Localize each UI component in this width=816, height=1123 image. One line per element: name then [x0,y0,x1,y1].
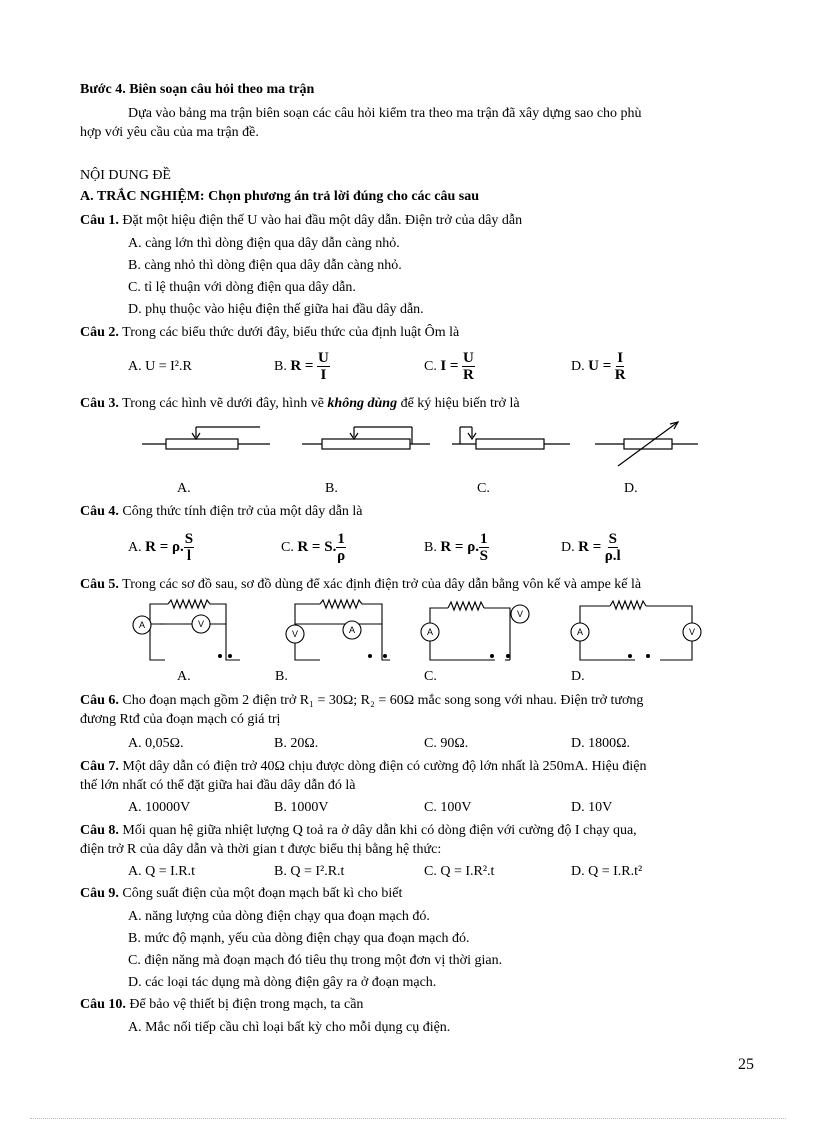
q3-option-c[interactable]: C. [477,481,490,496]
page-bottom-divider [30,1118,786,1119]
formula-lhs: U = [588,358,612,374]
exam-heading: NỘI DUNG ĐỀ [80,168,171,183]
formula-lhs: I = [440,358,459,374]
fraction: $\frac{I}{R}$ [614,350,626,384]
question-text: Trong các sơ đồ sau, sơ đồ dùng để xác định điện trở của dây dẫn bằng vôn kế và ampe kế là [122,577,642,592]
q9-option-a[interactable]: A. năng lượng của dòng điện chạy qua đoạn mạch đó. [128,909,430,924]
q1-option-d[interactable]: D. phụ thuộc vào hiệu điện thế giữa hai đầu dây dẫn. [128,302,424,317]
option-letter: D. [571,359,585,374]
formula-lhs: R = ρ. [440,539,480,555]
q4-option-a[interactable] [128,529,194,566]
question-2 [80,324,459,342]
question-text: để ký hiệu biến trở là [400,396,520,411]
step-title: Bước 4. Biên soạn câu hỏi theo ma trận [80,82,315,97]
voltmeter-label: V [688,627,696,637]
q2-option-b[interactable] [274,348,330,385]
formula-lhs: R = [290,358,314,374]
question-emphasis: không dùng [327,396,398,411]
q4-option-d[interactable] [561,529,621,566]
q10-option-a[interactable]: A. Mắc nối tiếp cầu chì loại bất kỳ cho mỗi dụng cụ điện. [128,1020,451,1035]
option-letter: D. [561,540,575,555]
q5-option-a[interactable]: A. [177,669,191,684]
option-letter: C. [281,540,294,555]
q7-option-b[interactable]: B. 1000V [274,800,329,815]
question-text: Trong các biểu thức dưới đây, biểu thức của định luật Ôm là [122,325,460,340]
question-label: Câu 10. [80,997,126,1012]
rheostat-symbol-a [142,427,270,449]
q7-option-c[interactable]: C. 100V [424,800,472,815]
circuit-diagrams [130,598,710,664]
rheostat-symbols [130,418,710,473]
ammeter-label: A [138,620,146,630]
option-letter: A. [128,540,142,555]
question-text: Công suất điện của một đoạn mạch bất kì cho biết [122,886,403,901]
question-label: Câu 4. [80,504,119,519]
question-label: Câu 2. [80,325,119,340]
question-4 [80,503,363,521]
q6-option-a[interactable]: A. 0,05Ω. [128,736,184,751]
question-7-line2: thế lớn nhất có thể đặt giữa hai đầu dây dẫn đó là [80,778,356,793]
q1-option-a[interactable]: A. càng lớn thì dòng điện qua dây dẫn càng nhỏ. [128,236,400,251]
q5-option-b[interactable]: B. [275,669,288,684]
circuit-diagram-b [286,600,390,660]
question-3 [80,395,520,413]
question-text: Công thức tính điện trở của một dây dẫn là [122,504,363,519]
q2-option-c[interactable] [424,348,475,385]
question-text: Cho đoạn mạch gồm 2 điện trở R₁ = 30Ω; R₂ = 60Ω mắc song song với nhau. Điện trở tương [122,693,644,708]
q9-option-b[interactable]: B. mức độ mạnh, yếu của dòng điện chạy qua đoạn mạch đó. [128,931,470,946]
q8-option-c[interactable]: C. Q = I.R².t [424,864,495,879]
fraction: $\frac{S}{l}$ [184,531,194,565]
q5-option-d[interactable]: D. [571,669,585,684]
step-body-line1: Dựa vào bảng ma trận biên soạn các câu hỏi kiểm tra theo ma trận đã xây dựng sao cho phù [128,106,642,121]
q6-option-d[interactable]: D. 1800Ω. [571,736,631,751]
voltmeter-label: V [516,609,524,619]
q3-option-a[interactable]: A. [177,481,191,496]
rheostat-symbol-d [595,422,698,466]
q9-option-c[interactable]: C. điện năng mà đoạn mạch đó tiêu thụ trong một đơn vị thời gian. [128,953,503,968]
q4-option-b[interactable] [424,529,489,566]
question-7 [80,758,647,776]
fraction: $\frac{1}{\rho}$ [337,531,346,565]
fraction: $\frac{U}{R}$ [462,350,474,384]
rheostat-symbol-c [452,427,570,449]
question-text: Trong các hình vẽ dưới đây, hình vẽ [122,396,324,411]
fraction: $\frac{1}{S}$ [479,531,488,565]
section-a-heading: A. TRẮC NGHIỆM: Chọn phương án trả lời đúng cho các câu sau [80,189,479,204]
question-label: Câu 3. [80,396,119,411]
q4-option-c[interactable] [281,529,346,566]
question-text: Một dây dẫn có điện trở 40Ω chịu được dòng điện có cường độ lớn nhất là 250mA. Hiệu điện [122,759,647,774]
q2-option-d[interactable] [571,348,626,385]
voltmeter-label: V [291,629,299,639]
question-6 [80,692,643,710]
question-text: Để bảo vệ thiết bị điện trong mạch, ta cần [129,997,364,1012]
q7-option-d[interactable]: D. 10V [571,800,613,815]
question-8-line2: điện trở R của dây dẫn và thời gian t được biểu thị bằng hệ thức: [80,842,442,857]
question-6-line2: đương Rtđ của đoạn mạch có giá trị [80,712,281,727]
ammeter-label: A [576,627,584,637]
fraction: $\frac{S}{\rho.l}$ [604,531,621,565]
q7-option-a[interactable]: A. 10000V [128,800,191,815]
circuit-diagram-c [421,602,529,660]
formula-lhs: R = ρ. [145,539,184,555]
q8-option-a[interactable]: A. Q = I.R.t [128,864,196,879]
q1-option-c[interactable]: C. tỉ lệ thuận với dòng điện qua dây dẫn. [128,280,356,295]
voltmeter-label: V [197,619,205,629]
ammeter-label: A [348,625,356,635]
q2-option-a[interactable]: A. U = I².R [128,359,192,374]
question-label: Câu 1. [80,213,119,228]
fraction: $\frac{U}{I}$ [317,350,329,384]
option-letter: C. [424,359,437,374]
page-number: 25 [738,1056,754,1073]
q8-option-d[interactable]: D. Q = I.R.t² [571,864,643,879]
question-text: Mối quan hệ giữa nhiệt lượng Q toả ra ở dây dẫn khi có dòng điện với cường độ I chạy qua, [122,823,637,838]
q6-option-c[interactable]: C. 90Ω. [424,736,469,751]
q9-option-d[interactable]: D. các loại tác dụng mà dòng điện gây ra ở đoạn mạch. [128,975,437,990]
step-body-line2: hợp với yêu cầu của ma trận đề. [80,125,259,140]
q5-option-c[interactable]: C. [424,669,437,684]
formula-lhs: R = S. [297,539,337,555]
question-text: Đặt một hiệu điện thế U vào hai đầu một dây dẫn. Điện trở của dây dẫn [122,213,523,228]
question-label: Câu 8. [80,823,119,838]
question-9 [80,885,402,903]
formula-lhs: R = [578,539,602,555]
circuit-diagram-a [133,600,240,660]
question-label: Câu 5. [80,577,119,592]
question-label: Câu 6. [80,693,119,708]
q8-option-b[interactable]: B. Q = I².R.t [274,864,345,879]
question-8 [80,822,637,840]
question-5 [80,576,641,594]
option-letter: B. [424,540,437,555]
question-label: Câu 9. [80,886,119,901]
question-label: Câu 7. [80,759,119,774]
question-1 [80,212,522,230]
question-10 [80,996,363,1014]
rheostat-symbol-b [302,427,430,449]
option-letter: B. [274,359,287,374]
circuit-diagram-d [571,601,701,660]
ammeter-label: A [426,627,434,637]
q1-option-b[interactable]: B. càng nhỏ thì dòng điện qua dây dẫn càng nhỏ. [128,258,402,273]
q3-option-d[interactable]: D. [624,481,638,496]
q3-option-b[interactable]: B. [325,481,338,496]
q6-option-b[interactable]: B. 20Ω. [274,736,319,751]
